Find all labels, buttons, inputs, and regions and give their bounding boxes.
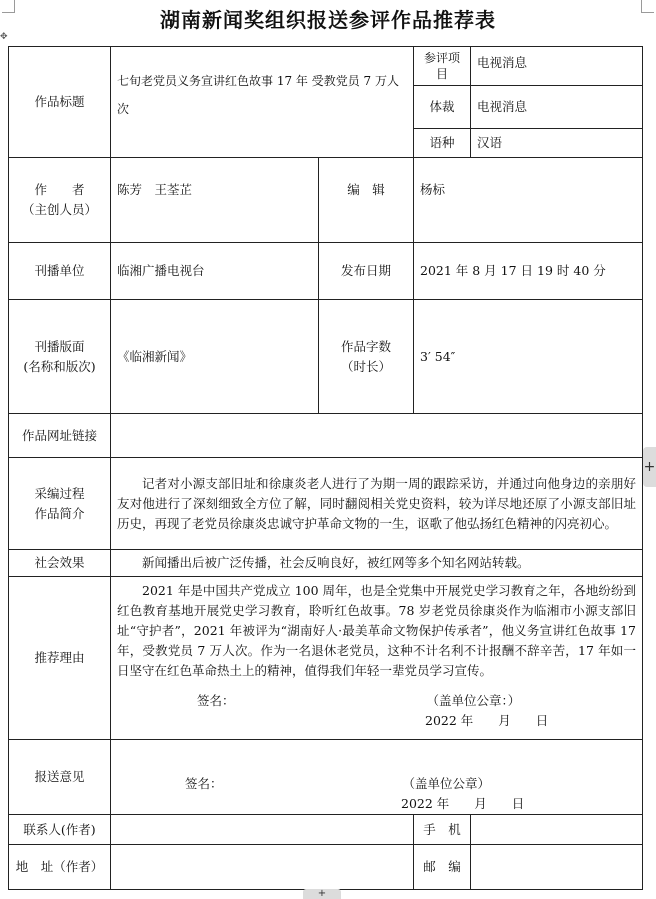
reason-signature-line bbox=[117, 691, 636, 711]
add-column-handle-icon[interactable]: + bbox=[643, 447, 656, 487]
edition-label-line2: (名称和版次) bbox=[23, 358, 96, 374]
process-label-line1: 采编过程 bbox=[34, 485, 85, 501]
submit-label: 报送意见 bbox=[9, 740, 111, 815]
table-row bbox=[9, 458, 643, 550]
language-value[interactable]: 汉语 bbox=[471, 129, 643, 158]
add-row-handle-icon[interactable]: + bbox=[303, 889, 341, 899]
process-value[interactable] bbox=[111, 458, 643, 550]
entry-item-value[interactable]: 电视消息 bbox=[471, 47, 643, 86]
table-row bbox=[9, 414, 643, 458]
contact-label: 联系人(作者) bbox=[9, 815, 111, 845]
effect-label: 社会效果 bbox=[9, 550, 111, 577]
phone-value[interactable] bbox=[471, 815, 643, 845]
genre-value[interactable]: 电视消息 bbox=[471, 86, 643, 129]
word-count-label bbox=[319, 300, 414, 414]
reason-signature-label: 签名： bbox=[197, 693, 235, 708]
work-title-label: 作品标题 bbox=[9, 47, 111, 158]
reason-value[interactable] bbox=[111, 577, 643, 740]
submit-signature-label: 签名： bbox=[185, 776, 223, 791]
form-title: 湖南新闻奖组织报送参评作品推荐表 bbox=[160, 8, 496, 32]
contact-value[interactable] bbox=[111, 815, 414, 845]
process-text: 记者对小源支部旧址和徐康炎老人进行了为期一周的跟踪采访，并通过向他身边的亲朋好友对他进行了深刻细致全方位了解，同时翻阅相关党史资料，较为详尽地还原了小源支部旧址历史，再现了老党员徐康炎忠诚守护革命文物的一生，讴歌了他弘扬红色精神的闪亮初心。 bbox=[117, 475, 636, 531]
entry-item-label: 参评项目 bbox=[414, 47, 471, 86]
url-label: 作品网址链接 bbox=[9, 414, 111, 458]
author-label-line1: 作 者 bbox=[34, 182, 85, 197]
table-row bbox=[9, 300, 643, 414]
reason-label: 推荐理由 bbox=[9, 577, 111, 740]
table-row bbox=[9, 740, 643, 815]
table-row bbox=[9, 815, 643, 845]
process-label bbox=[9, 458, 111, 550]
word-count-value[interactable]: 3′ 54″ bbox=[414, 300, 643, 414]
edition-label-line1: 刊播版面 bbox=[34, 338, 85, 354]
table-row bbox=[9, 550, 643, 577]
edition-value[interactable]: 《临湘新闻》 bbox=[111, 300, 319, 414]
phone-label: 手 机 bbox=[414, 815, 471, 845]
publisher-label: 刊播单位 bbox=[9, 243, 111, 300]
editor-label: 编 辑 bbox=[319, 158, 414, 243]
publish-date-label: 发布日期 bbox=[319, 243, 414, 300]
genre-label: 体裁 bbox=[414, 86, 471, 129]
postcode-value[interactable] bbox=[471, 845, 643, 890]
submit-date-line bbox=[117, 794, 636, 814]
effect-value[interactable] bbox=[111, 550, 643, 577]
work-title-value[interactable]: 七旬老党员义务宣讲红色故事 17 年 受教党员 7 万人次 bbox=[111, 47, 414, 158]
reason-date: 2022 年 月 日 bbox=[425, 713, 549, 728]
reason-seal-note: （盖单位公章：） bbox=[426, 693, 521, 708]
recommendation-form-table bbox=[8, 46, 643, 890]
author-label bbox=[9, 158, 111, 243]
submit-signature-line bbox=[117, 774, 636, 794]
reason-text: 2021 年是中国共产党成立 100 周年，也是全党集中开展党史学习教育之年，各地纷纷到红色教育基地开展党史学习教育，聆听红色故事。78 岁老党员徐康炎作为临湘市小源支部旧址“守护者”，2021 年被评为“湖南好人·最美革命文物保护传承者”，他义务宣讲红色故事 17 年，受教党员 7 万人次。作为一名退休老党员，这种不计名利不计报酬不辞辛苦，17 年如一日坚守在红色革命热土上的精神，值得我们年轻一辈党员学习宣传。 bbox=[117, 583, 636, 678]
table-row bbox=[9, 577, 643, 740]
address-label: 地 址（作者） bbox=[9, 845, 111, 890]
submit-opinion-value[interactable] bbox=[111, 740, 643, 815]
table-move-handle-icon[interactable]: ✥ bbox=[0, 32, 8, 42]
effect-text: 新闻播出后被广泛传播，社会反响良好，被红网等多个知名网站转载。 bbox=[142, 555, 530, 570]
reason-date-line bbox=[117, 711, 636, 731]
word-count-label-line2: （时长） bbox=[340, 358, 391, 374]
author-label-line2: （主创人员） bbox=[21, 202, 97, 217]
address-value[interactable] bbox=[111, 845, 414, 890]
postcode-label: 邮 编 bbox=[414, 845, 471, 890]
submit-seal-note: （盖单位公章） bbox=[402, 776, 491, 791]
table-row bbox=[9, 47, 643, 86]
table-row bbox=[9, 158, 643, 243]
process-label-line2: 作品简介 bbox=[34, 505, 85, 521]
publish-date-value[interactable]: 2021 年 8 月 17 日 19 时 40 分 bbox=[414, 243, 643, 300]
publisher-value[interactable]: 临湘广播电视台 bbox=[111, 243, 319, 300]
author-value[interactable]: 陈芳 王荃芷 bbox=[111, 158, 319, 243]
table-row bbox=[9, 243, 643, 300]
editor-value[interactable]: 杨标 bbox=[414, 158, 643, 243]
edition-label bbox=[9, 300, 111, 414]
language-label: 语种 bbox=[414, 129, 471, 158]
word-count-label-line1: 作品字数 bbox=[340, 338, 391, 354]
table-row bbox=[9, 845, 643, 890]
submit-date: 2022 年 月 日 bbox=[401, 796, 525, 811]
url-value[interactable] bbox=[111, 414, 643, 458]
